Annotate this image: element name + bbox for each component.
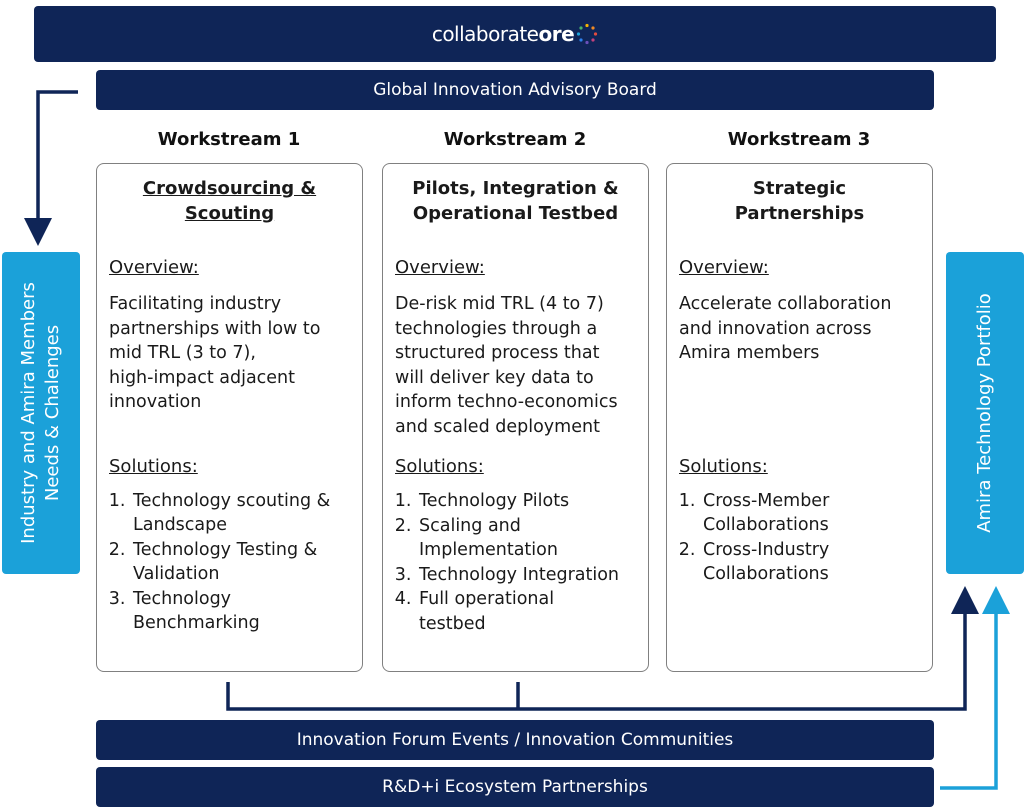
technology-portfolio-text: Amira Technology Portfolio bbox=[974, 293, 996, 533]
innovation-forum-label: Innovation Forum Events / Innovation Communities bbox=[296, 730, 734, 750]
ecosystem-partnerships-label: R&D+i Ecosystem Partnerships bbox=[382, 777, 648, 797]
card-1-overview-text: Facilitating industry partnerships with low to mid TRL (3 to 7), high-impact adjacent innovation bbox=[109, 294, 321, 412]
card-1-solutions-heading: Solutions: bbox=[109, 455, 198, 477]
dot-ring-icon bbox=[576, 23, 598, 45]
card-2-overview-text: De-risk mid TRL (4 to 7) technologies through a structured process that will deliver key data to inform techno-economics and scaled deployment bbox=[395, 294, 618, 437]
workstream-2-label: Workstream 2 bbox=[443, 129, 587, 150]
card-3-solutions-heading: Solutions: bbox=[679, 455, 768, 477]
advisory-board-bar bbox=[96, 70, 934, 110]
header-banner bbox=[34, 6, 996, 62]
ecosystem-partnerships-bar bbox=[96, 767, 934, 807]
list-item: 2. Cross-Industry Collaborations bbox=[701, 538, 920, 587]
list-item: 3. Technology Integration bbox=[417, 563, 636, 588]
card-3-overview-text: Accelerate collaboration and innovation across Amira members bbox=[679, 294, 892, 363]
workstream-2-card bbox=[382, 163, 649, 672]
card-2-title: Pilots, Integration & Operational Testbed bbox=[412, 178, 619, 224]
list-item: 1. Cross-Member Collaborations bbox=[701, 489, 920, 538]
ecosystem-to-portfolio-arrow bbox=[940, 600, 996, 788]
workstream-1-card bbox=[96, 163, 363, 672]
industry-needs-text: Industry and Amira Members Needs & Chalenges bbox=[18, 282, 64, 544]
card-3-overview-heading: Overview: bbox=[679, 257, 769, 278]
workstream-3-card bbox=[666, 163, 933, 672]
innovation-forum-bar bbox=[96, 720, 934, 760]
list-item: 2. Technology Testing & Validation bbox=[131, 538, 350, 587]
list-item: 1. Technology Pilots bbox=[417, 489, 636, 514]
card-3-title: Strategic Partnerships bbox=[734, 178, 865, 224]
collaborateore-logo: collaborateore bbox=[431, 22, 575, 46]
list-item: 3. Technology Benchmarking bbox=[131, 587, 350, 636]
list-item: 2. Scaling and Implementation bbox=[417, 514, 636, 563]
card-1-overview-heading: Overview: bbox=[109, 257, 199, 278]
card-1-solutions-list bbox=[109, 489, 350, 636]
card-1-title: Crowdsourcing & Scouting bbox=[142, 178, 317, 224]
card-2-solutions-list bbox=[395, 489, 636, 636]
card-3-solutions-list bbox=[679, 489, 920, 587]
workstream-3-label: Workstream 3 bbox=[727, 129, 871, 150]
list-item: 4. Full operational testbed bbox=[417, 587, 636, 636]
workstream-1-label: Workstream 1 bbox=[157, 129, 301, 150]
board-to-needs-arrow bbox=[38, 92, 78, 232]
technology-portfolio-panel bbox=[946, 252, 1024, 574]
industry-needs-panel bbox=[2, 252, 80, 574]
card-2-overview-heading: Overview: bbox=[395, 257, 485, 278]
list-item: 1. Technology scouting & Landscape bbox=[131, 489, 350, 538]
card-2-solutions-heading: Solutions: bbox=[395, 456, 484, 477]
advisory-board-label: Global Innovation Advisory Board bbox=[373, 80, 657, 100]
